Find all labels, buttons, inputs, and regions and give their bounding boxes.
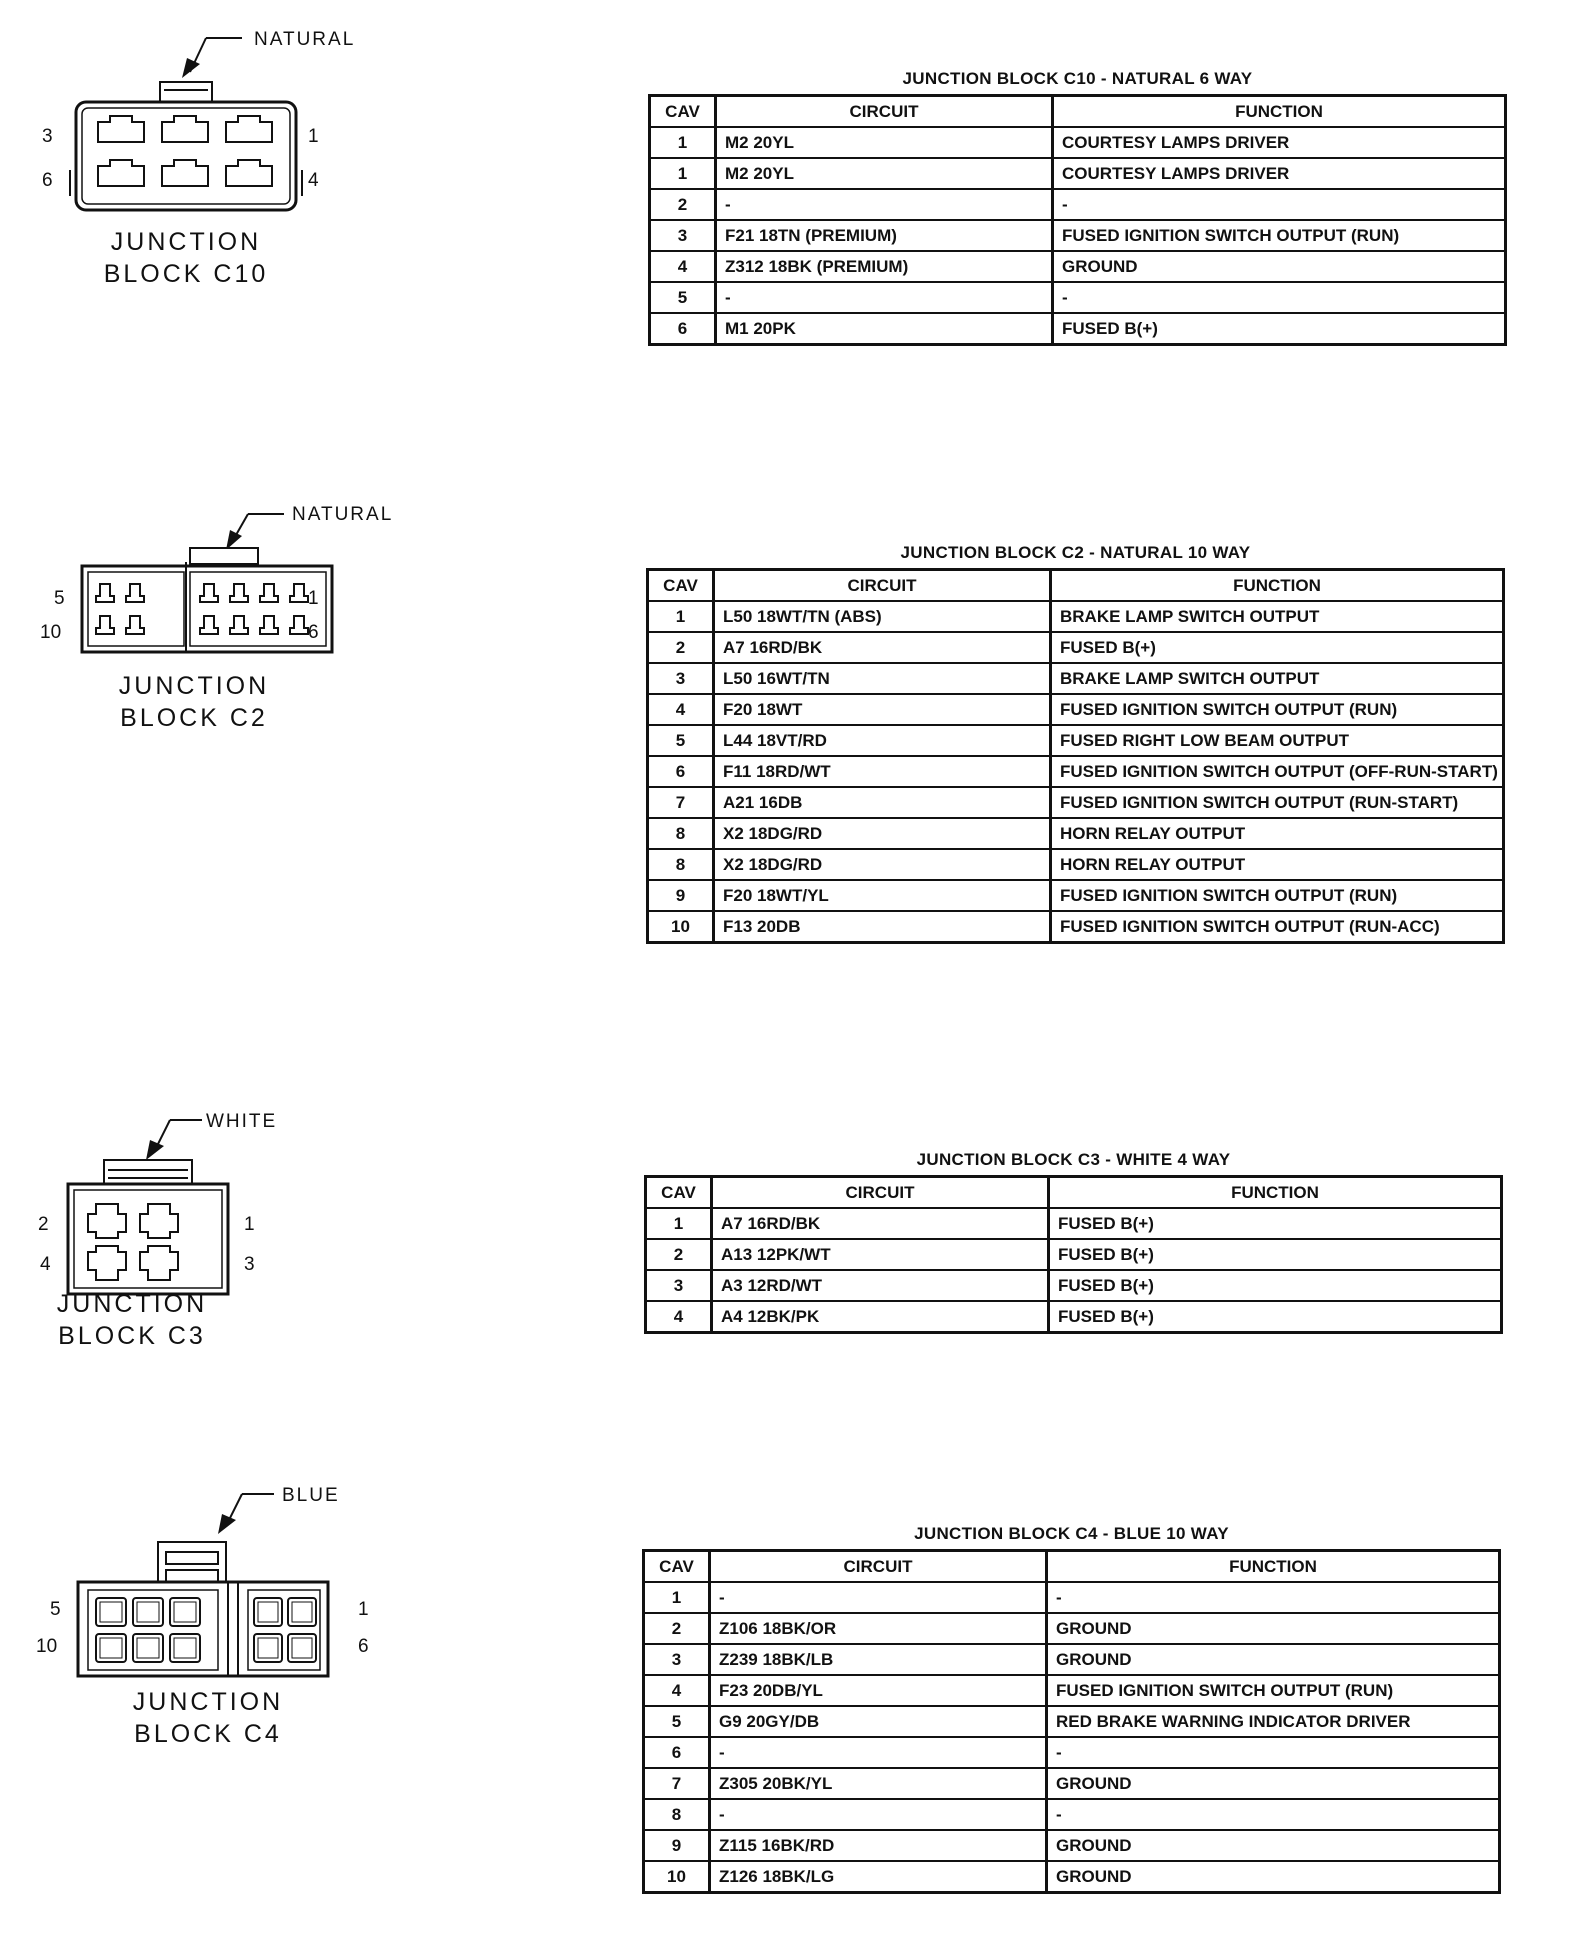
cav-cell: 10 — [644, 1861, 710, 1893]
function-cell: GROUND — [1053, 251, 1506, 282]
header-circuit: CIRCUIT — [712, 1177, 1049, 1209]
function-cell: GROUND — [1047, 1644, 1500, 1675]
circuit-cell: Z126 18BK/LG — [710, 1861, 1047, 1893]
table-row — [644, 1799, 1500, 1830]
table-row — [644, 1644, 1500, 1675]
connector-c2-pin-label: 10 — [40, 622, 62, 643]
header-function: FUNCTION — [1053, 96, 1506, 128]
function-cell: - — [1047, 1737, 1500, 1768]
table-header-row — [648, 570, 1504, 602]
cav-cell: 2 — [648, 632, 714, 663]
connector-c3-pin-label: 1 — [244, 1214, 255, 1235]
connector-c2-drawing — [40, 496, 400, 736]
connector-c3-pin-label: 4 — [40, 1254, 51, 1275]
connector-c10-pin-label: 4 — [308, 170, 319, 191]
connector-c4-pin-label: 5 — [50, 1599, 61, 1620]
function-cell: FUSED IGNITION SWITCH OUTPUT (RUN-ACC) — [1051, 911, 1504, 943]
cav-cell: 9 — [648, 880, 714, 911]
header-function: FUNCTION — [1049, 1177, 1502, 1209]
table-row — [648, 694, 1504, 725]
function-cell: FUSED B(+) — [1051, 632, 1504, 663]
function-cell: FUSED B(+) — [1049, 1208, 1502, 1239]
function-cell: GROUND — [1047, 1768, 1500, 1799]
circuit-cell: A4 12BK/PK — [712, 1301, 1049, 1333]
circuit-cell: G9 20GY/DB — [710, 1706, 1047, 1737]
connector-c2-name: BLOCK C2 — [120, 704, 268, 732]
circuit-cell: X2 18DG/RD — [714, 849, 1051, 880]
connector-c4-pin-label: 6 — [358, 1636, 369, 1657]
connector-c2-pin-label: 1 — [308, 588, 319, 609]
cav-cell: 1 — [650, 127, 716, 158]
function-cell: FUSED B(+) — [1049, 1270, 1502, 1301]
connector-c2-color-label: NATURAL — [292, 504, 394, 525]
header-cav: CAV — [644, 1551, 710, 1583]
junction-block-c10-table — [648, 94, 1507, 346]
table-row — [650, 282, 1506, 313]
cav-cell: 8 — [648, 849, 714, 880]
circuit-cell: F23 20DB/YL — [710, 1675, 1047, 1706]
table-row — [650, 158, 1506, 189]
cav-cell: 1 — [644, 1582, 710, 1613]
table-row — [644, 1861, 1500, 1893]
cav-cell: 2 — [644, 1613, 710, 1644]
header-circuit: CIRCUIT — [716, 96, 1053, 128]
circuit-cell: - — [716, 189, 1053, 220]
connector-c4-diagram — [36, 1478, 396, 1748]
table-row — [646, 1301, 1502, 1333]
circuit-cell: L50 18WT/TN (ABS) — [714, 601, 1051, 632]
cav-cell: 4 — [648, 694, 714, 725]
circuit-cell: F21 18TN (PREMIUM) — [716, 220, 1053, 251]
circuit-cell: A13 12PK/WT — [712, 1239, 1049, 1270]
header-function: FUNCTION — [1051, 570, 1504, 602]
function-cell: BRAKE LAMP SWITCH OUTPUT — [1051, 663, 1504, 694]
function-cell: BRAKE LAMP SWITCH OUTPUT — [1051, 601, 1504, 632]
cav-cell: 8 — [648, 818, 714, 849]
circuit-cell: Z305 20BK/YL — [710, 1768, 1047, 1799]
function-cell: FUSED IGNITION SWITCH OUTPUT (RUN) — [1047, 1675, 1500, 1706]
connector-c2-pin-label: 5 — [54, 588, 65, 609]
function-cell: FUSED IGNITION SWITCH OUTPUT (RUN-START) — [1051, 787, 1504, 818]
table-row — [650, 127, 1506, 158]
circuit-cell: F20 18WT — [714, 694, 1051, 725]
table-row — [644, 1830, 1500, 1861]
table-row — [650, 313, 1506, 345]
circuit-cell: F13 20DB — [714, 911, 1051, 943]
connector-c10-pin-label: 1 — [308, 126, 319, 147]
function-cell: GROUND — [1047, 1861, 1500, 1893]
connector-c4-name: JUNCTION — [132, 1688, 284, 1716]
circuit-cell: A3 12RD/WT — [712, 1270, 1049, 1301]
connector-c4-pin-label: 1 — [358, 1599, 369, 1620]
table-row — [644, 1768, 1500, 1799]
connector-c3-drawing — [36, 1104, 336, 1354]
function-cell: FUSED IGNITION SWITCH OUTPUT (OFF-RUN-START) — [1051, 756, 1504, 787]
table-title: JUNCTION BLOCK C10 - NATURAL 6 WAY — [902, 69, 1253, 88]
circuit-cell: M2 20YL — [716, 158, 1053, 189]
table-row — [646, 1239, 1502, 1270]
function-cell: FUSED B(+) — [1049, 1239, 1502, 1270]
circuit-cell: Z239 18BK/LB — [710, 1644, 1047, 1675]
table-row — [650, 251, 1506, 282]
table-row — [644, 1706, 1500, 1737]
header-cav: CAV — [646, 1177, 712, 1209]
cav-cell: 3 — [648, 663, 714, 694]
function-cell: FUSED B(+) — [1049, 1301, 1502, 1333]
function-cell: - — [1047, 1799, 1500, 1830]
circuit-cell: M2 20YL — [716, 127, 1053, 158]
cav-cell: 3 — [644, 1644, 710, 1675]
cav-cell: 8 — [644, 1799, 710, 1830]
function-cell: COURTESY LAMPS DRIVER — [1053, 127, 1506, 158]
function-cell: - — [1053, 282, 1506, 313]
function-cell: FUSED IGNITION SWITCH OUTPUT (RUN) — [1051, 694, 1504, 725]
junction-block-c10-table-wrap — [648, 66, 1507, 346]
connector-c10-name: BLOCK C10 — [103, 260, 269, 288]
circuit-cell: F20 18WT/YL — [714, 880, 1051, 911]
table-row — [648, 632, 1504, 663]
function-cell: - — [1047, 1582, 1500, 1613]
header-cav: CAV — [650, 96, 716, 128]
table-title: JUNCTION BLOCK C4 - BLUE 10 WAY — [914, 1524, 1229, 1543]
cav-cell: 1 — [648, 601, 714, 632]
cav-cell: 7 — [644, 1768, 710, 1799]
function-cell: - — [1053, 189, 1506, 220]
table-row — [648, 849, 1504, 880]
connector-c3-name: JUNCTION — [56, 1290, 208, 1318]
cav-cell: 5 — [648, 725, 714, 756]
connector-c2-pin-label: 6 — [308, 622, 319, 643]
circuit-cell: - — [710, 1737, 1047, 1768]
junction-block-c4-table — [642, 1549, 1501, 1894]
function-cell: GROUND — [1047, 1613, 1500, 1644]
cav-cell: 2 — [650, 189, 716, 220]
circuit-cell: A7 16RD/BK — [714, 632, 1051, 663]
junction-block-c2-table — [646, 568, 1505, 944]
circuit-cell: F11 18RD/WT — [714, 756, 1051, 787]
circuit-cell: X2 18DG/RD — [714, 818, 1051, 849]
cav-cell: 4 — [644, 1675, 710, 1706]
junction-block-c2-table-wrap — [646, 540, 1505, 944]
circuit-cell: A7 16RD/BK — [712, 1208, 1049, 1239]
table-header-row — [650, 96, 1506, 128]
cav-cell: 6 — [650, 313, 716, 345]
table-row — [648, 725, 1504, 756]
table-row — [646, 1208, 1502, 1239]
circuit-cell: Z106 18BK/OR — [710, 1613, 1047, 1644]
connector-c3-pin-label: 2 — [38, 1214, 49, 1235]
table-row — [648, 601, 1504, 632]
cav-cell: 4 — [650, 251, 716, 282]
connector-c10-drawing — [40, 20, 370, 290]
cav-cell: 4 — [646, 1301, 712, 1333]
connector-c10-pin-label: 6 — [42, 170, 53, 191]
cav-cell: 6 — [644, 1737, 710, 1768]
circuit-cell: - — [710, 1799, 1047, 1830]
cav-cell: 6 — [648, 756, 714, 787]
circuit-cell: A21 16DB — [714, 787, 1051, 818]
connector-c10-pin-label: 3 — [42, 126, 53, 147]
table-title: JUNCTION BLOCK C2 - NATURAL 10 WAY — [900, 543, 1251, 562]
connector-c4-name: BLOCK C4 — [134, 1720, 282, 1748]
table-row — [648, 787, 1504, 818]
table-row — [644, 1613, 1500, 1644]
table-row — [644, 1582, 1500, 1613]
function-cell: FUSED RIGHT LOW BEAM OUTPUT — [1051, 725, 1504, 756]
junction-block-c3-table-wrap — [644, 1147, 1503, 1334]
connector-c3-color-label: WHITE — [206, 1111, 278, 1132]
connector-c10-diagram — [40, 20, 370, 290]
header-cav: CAV — [648, 570, 714, 602]
table-row — [650, 220, 1506, 251]
table-row — [650, 189, 1506, 220]
connector-c3-name: BLOCK C3 — [58, 1322, 206, 1350]
function-cell: RED BRAKE WARNING INDICATOR DRIVER — [1047, 1706, 1500, 1737]
header-circuit: CIRCUIT — [710, 1551, 1047, 1583]
connector-c4-color-label: BLUE — [282, 1485, 340, 1506]
cav-cell: 10 — [648, 911, 714, 943]
table-row — [648, 880, 1504, 911]
table-row — [648, 911, 1504, 943]
connector-c4-drawing — [36, 1478, 396, 1748]
connector-c10-name: JUNCTION — [110, 228, 262, 256]
connector-c3-pin-label: 3 — [244, 1254, 255, 1275]
connector-c10-color-label: NATURAL — [254, 29, 356, 50]
circuit-cell: Z312 18BK (PREMIUM) — [716, 251, 1053, 282]
junction-block-c3-table — [644, 1175, 1503, 1334]
cav-cell: 5 — [644, 1706, 710, 1737]
circuit-cell: - — [716, 282, 1053, 313]
function-cell: FUSED IGNITION SWITCH OUTPUT (RUN) — [1051, 880, 1504, 911]
cav-cell: 3 — [646, 1270, 712, 1301]
connector-c2-diagram — [40, 496, 400, 736]
function-cell: HORN RELAY OUTPUT — [1051, 818, 1504, 849]
table-row — [648, 818, 1504, 849]
cav-cell: 1 — [646, 1208, 712, 1239]
connector-c2-name: JUNCTION — [118, 672, 270, 700]
table-row — [644, 1737, 1500, 1768]
circuit-cell: M1 20PK — [716, 313, 1053, 345]
connector-c4-pin-label: 10 — [36, 1636, 58, 1657]
cav-cell: 9 — [644, 1830, 710, 1861]
circuit-cell: Z115 16BK/RD — [710, 1830, 1047, 1861]
function-cell: COURTESY LAMPS DRIVER — [1053, 158, 1506, 189]
circuit-cell: - — [710, 1582, 1047, 1613]
circuit-cell: L44 18VT/RD — [714, 725, 1051, 756]
header-function: FUNCTION — [1047, 1551, 1500, 1583]
function-cell: FUSED IGNITION SWITCH OUTPUT (RUN) — [1053, 220, 1506, 251]
function-cell: GROUND — [1047, 1830, 1500, 1861]
cav-cell: 3 — [650, 220, 716, 251]
table-row — [648, 663, 1504, 694]
table-title: JUNCTION BLOCK C3 - WHITE 4 WAY — [916, 1150, 1231, 1169]
circuit-cell: L50 16WT/TN — [714, 663, 1051, 694]
table-header-row — [646, 1177, 1502, 1209]
cav-cell: 1 — [650, 158, 716, 189]
junction-block-c4-table-wrap — [642, 1521, 1501, 1894]
table-header-row — [644, 1551, 1500, 1583]
function-cell: FUSED B(+) — [1053, 313, 1506, 345]
function-cell: HORN RELAY OUTPUT — [1051, 849, 1504, 880]
table-row — [646, 1270, 1502, 1301]
cav-cell: 7 — [648, 787, 714, 818]
cav-cell: 5 — [650, 282, 716, 313]
table-row — [644, 1675, 1500, 1706]
cav-cell: 2 — [646, 1239, 712, 1270]
table-row — [648, 756, 1504, 787]
connector-c3-diagram — [36, 1104, 336, 1354]
header-circuit: CIRCUIT — [714, 570, 1051, 602]
